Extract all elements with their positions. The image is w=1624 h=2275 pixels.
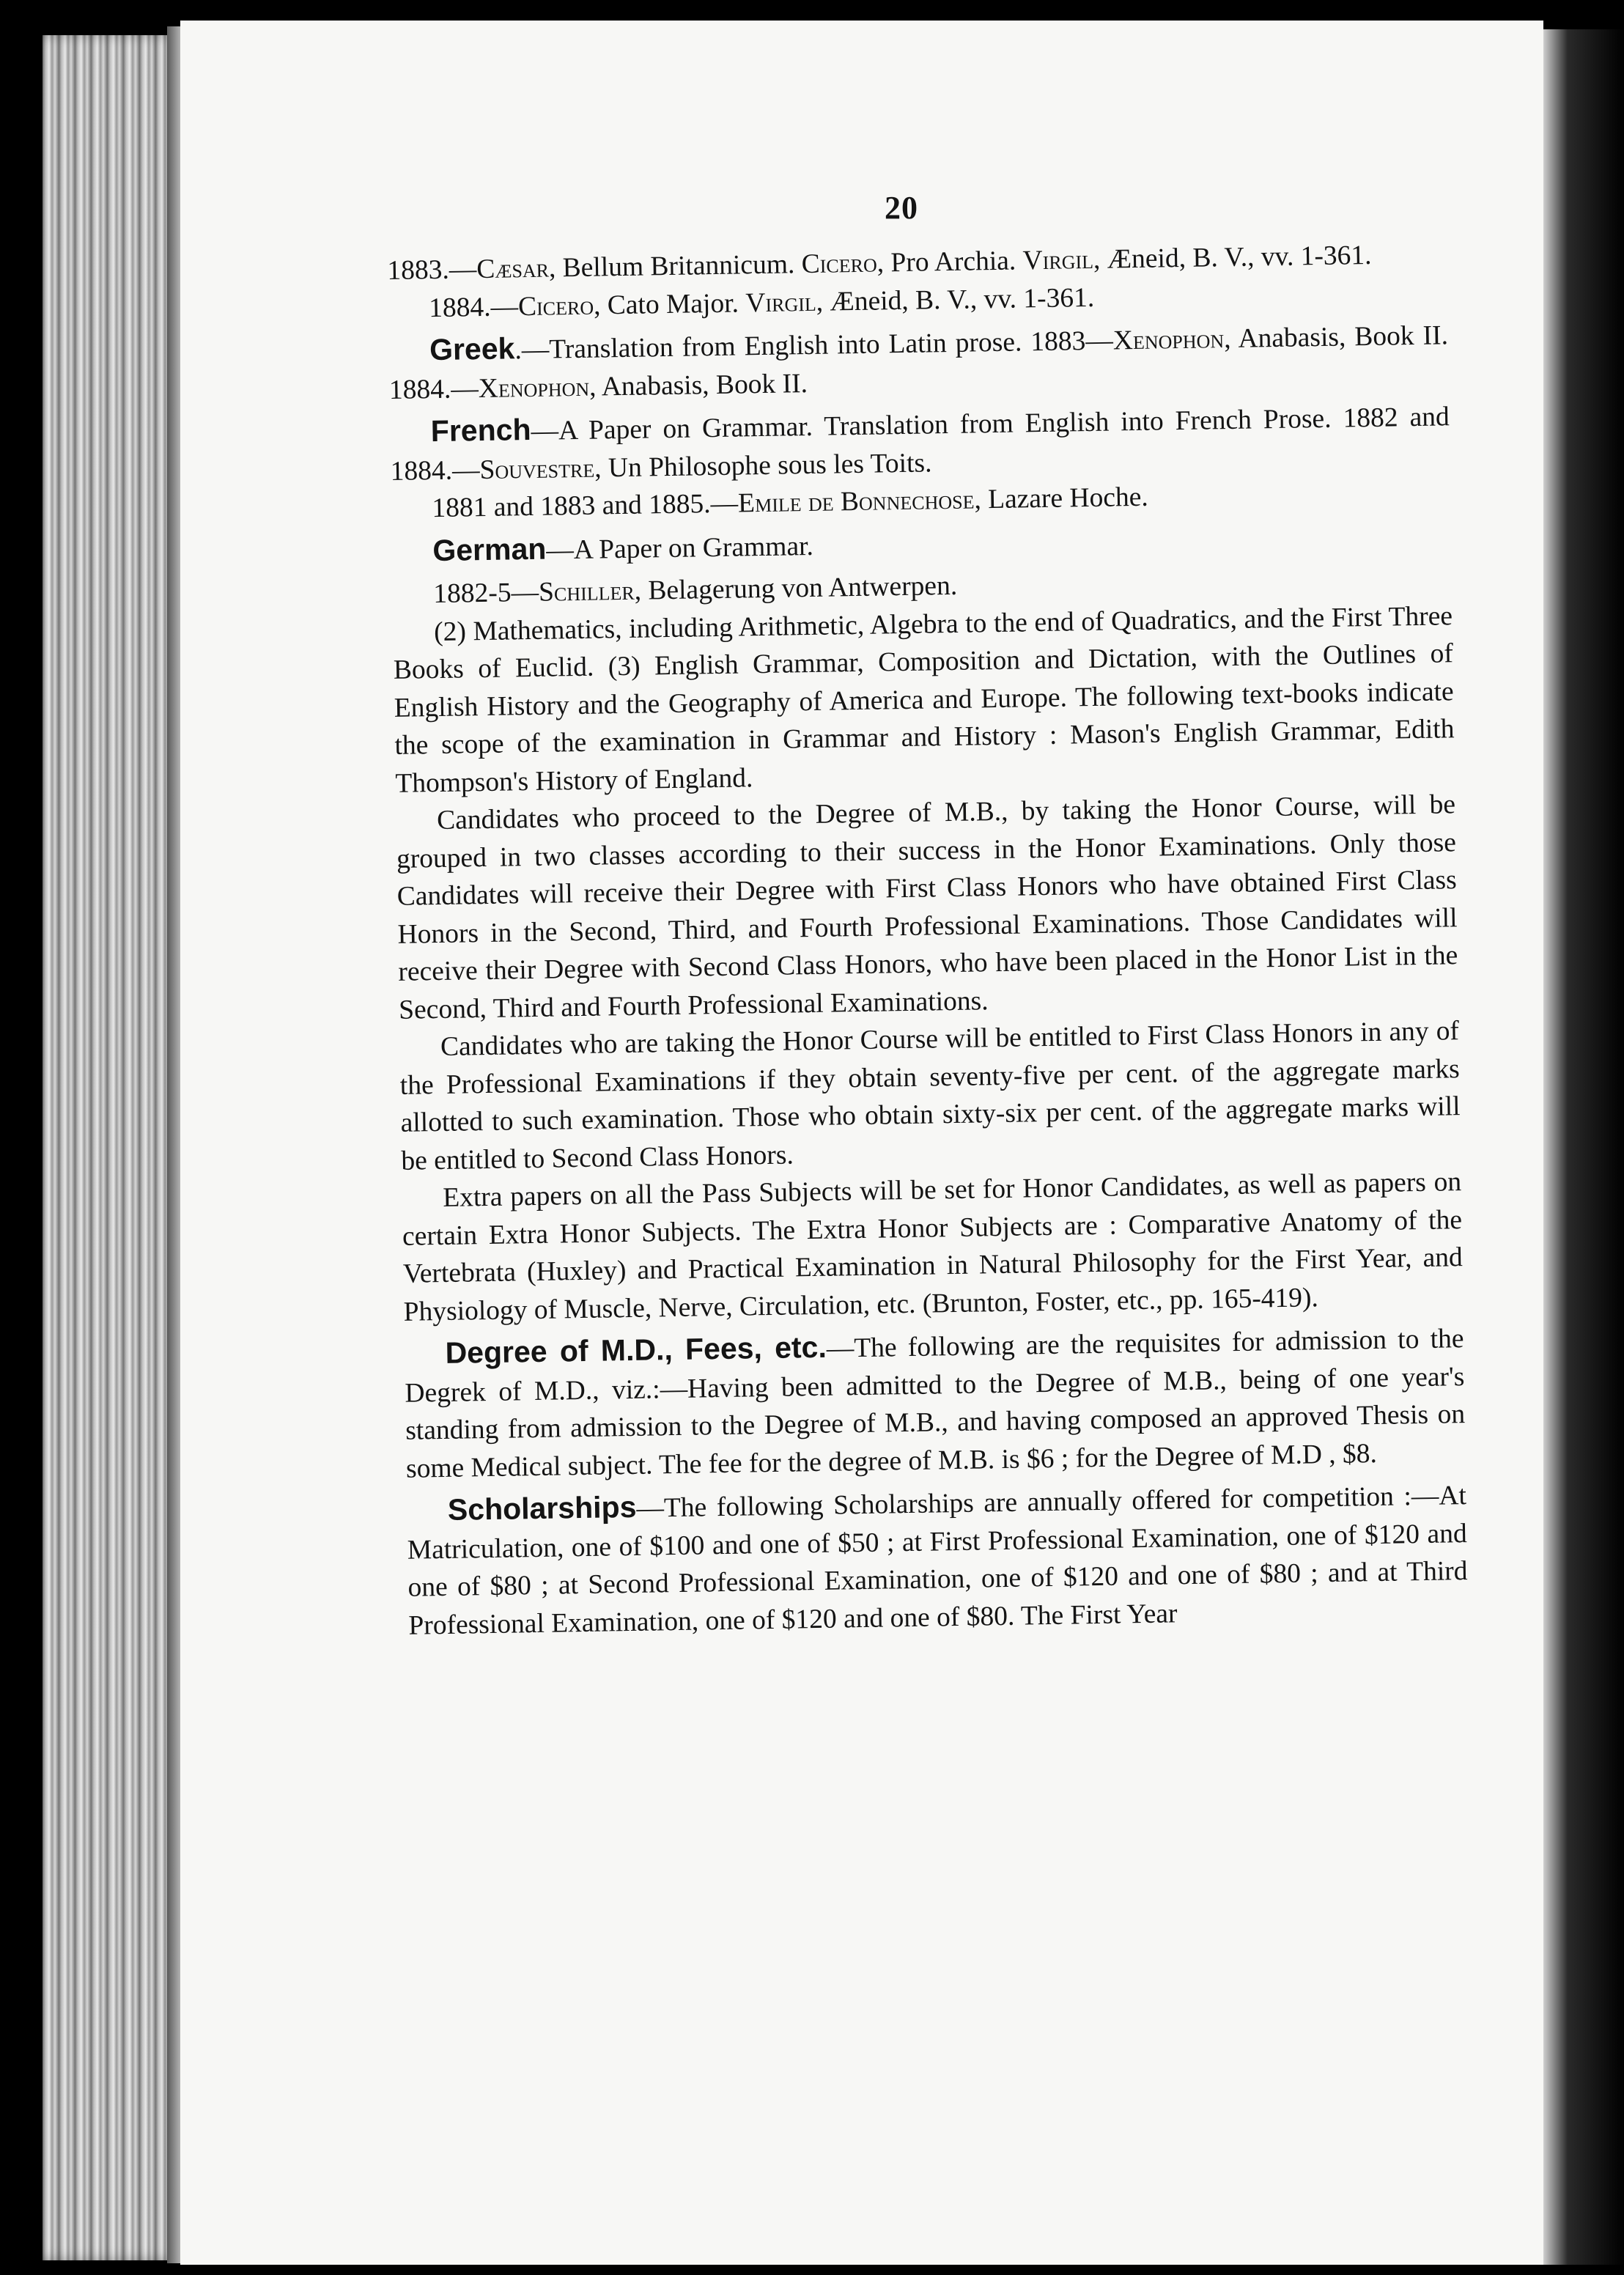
- title-text: , Æneid, B. V., vv. 1-361.: [1093, 240, 1372, 275]
- mathematics-paragraph: (2) Mathematics, including Arithmetic, Algebra to the end of Quadratics, and the First Three Books of Euclid. (3) English Grammar, Composition and Dictation, with the Outlines of English History and the Geography of America and Europe. The following text-books indicate the scope of the examination in Grammar and History : Mason's English Grammar, Edith Thompson's History of England.: [393, 600, 1455, 799]
- right-page-edge: [1543, 29, 1624, 2265]
- title-text: , Lazare Hoche.: [974, 482, 1149, 515]
- heading-greek: Greek: [429, 331, 515, 367]
- title-text: , Æneid, B. V., vv. 1-361.: [816, 282, 1095, 317]
- year-text: 1883.—: [387, 254, 477, 286]
- greek-text: , Anabasis, Book II. 1884.—: [388, 320, 1449, 405]
- greek-text: .—Translation from English into Latin prose. 1883—: [514, 325, 1114, 366]
- author-cicero: Cicero: [801, 248, 878, 280]
- heading-german: German: [432, 531, 547, 567]
- german-text: —A Paper on Grammar.: [546, 531, 814, 566]
- author-cicero: Cicero: [517, 290, 594, 322]
- author-caesar: Cæsar: [476, 253, 550, 285]
- author-virgil: Virgil: [1022, 244, 1094, 276]
- page-edges: [43, 35, 179, 2260]
- author-schiller: Schiller: [538, 575, 635, 608]
- md-degree-text: —The following are the requisites for admission to the Degrek of M.D., viz.:—Having been admitted to the Degree of M.B., being of one year's standing from admission to the Degree of M.B., and having composed an approved Thesis on some Medical subject. The fee for the degree of M.B. is $6 ; for the Degree of M.D , $8.: [405, 1324, 1466, 1484]
- heading-french: French: [430, 412, 531, 449]
- author-xenophon: Xenophon: [1112, 324, 1225, 356]
- year-text: 1881 and 1883 and 1885.—: [432, 488, 739, 524]
- french-text: , Un Philosophe sous les Toits.: [594, 447, 932, 484]
- scholarships-text: —The following Scholarships are annually offered for competition :—At Matriculation, one of $100 and one of $50 ; at First Professional Examination, one of $120 and one of $80 ; at Second Professional Examination, one of $120 and one of $80 ; and at Third Professional Examination, one of $120 and one of $80. The First Year: [407, 1481, 1468, 1641]
- greek-section: [388, 315, 1449, 409]
- title-text: , Cato Major.: [593, 287, 746, 321]
- honors-marks-paragraph: Candidates who are taking the Honor Course will be entitled to First Class Honors in any of the Professional Examinations if they obtain seventy-five per cent. of the aggregate marks allotted to such examination. Those who obtain sixty-six per cent. of the aggregate marks will be entitled to Second Class Honors.: [399, 1016, 1461, 1176]
- title-text: , Bellum Britannicum.: [548, 249, 802, 284]
- author-virgil: Virgil: [745, 287, 817, 318]
- body-text: [387, 235, 1469, 1644]
- author-souvestre: Souvestre: [479, 453, 595, 485]
- md-degree-section: [404, 1319, 1466, 1488]
- honor-course-paragraph: Candidates who proceed to the Degree of M.B., by taking the Honor Course, will be grouped in two classes according to their success in the Honor Examinations. Only those Candidates will receive their Degree with First Class Honors who have obtained First Class Honors in the Second, Third, and Fourth Professional Examinations. Those Candidates will receive their Degree with Second Class Honors, who have been placed in the Honor List in the Second, Third and Fourth Professional Examinations.: [396, 789, 1458, 1025]
- year-text: 1884.—: [428, 291, 519, 323]
- title-text: , Pro Archia.: [876, 246, 1023, 279]
- author-xenophon: Xenophon: [478, 372, 590, 404]
- french-text: —A Paper on Grammar. Translation from English into French Prose. 1882 and 1884.—: [390, 402, 1450, 487]
- year-text: 1882-5—: [433, 577, 539, 610]
- page-number: 20: [885, 190, 918, 226]
- greek-text: , Anabasis, Book II.: [588, 368, 808, 402]
- heading-md-degree: Degree of M.D., Fees, etc.: [445, 1330, 827, 1370]
- heading-scholarships: Scholarships: [447, 1489, 637, 1527]
- extra-papers-paragraph: Extra papers on all the Pass Subjects will be set for Honor Candidates, as well as papers on certain Extra Honor Subjects. The Extra Honor Subjects are : Comparative Anatomy of the Vertebrata (Huxley) and Practical Examination in Natural Philosophy for the First Year, and Physiology of Muscle, Nerve, Circulation, etc. (Brunton, Foster, etc., pp. 165-419).: [402, 1167, 1464, 1327]
- title-text: , Belagerung von Antwerpen.: [634, 570, 958, 606]
- author-bonnechose: Emile de Bonnechose: [737, 484, 975, 519]
- scholarships-section: [407, 1475, 1469, 1645]
